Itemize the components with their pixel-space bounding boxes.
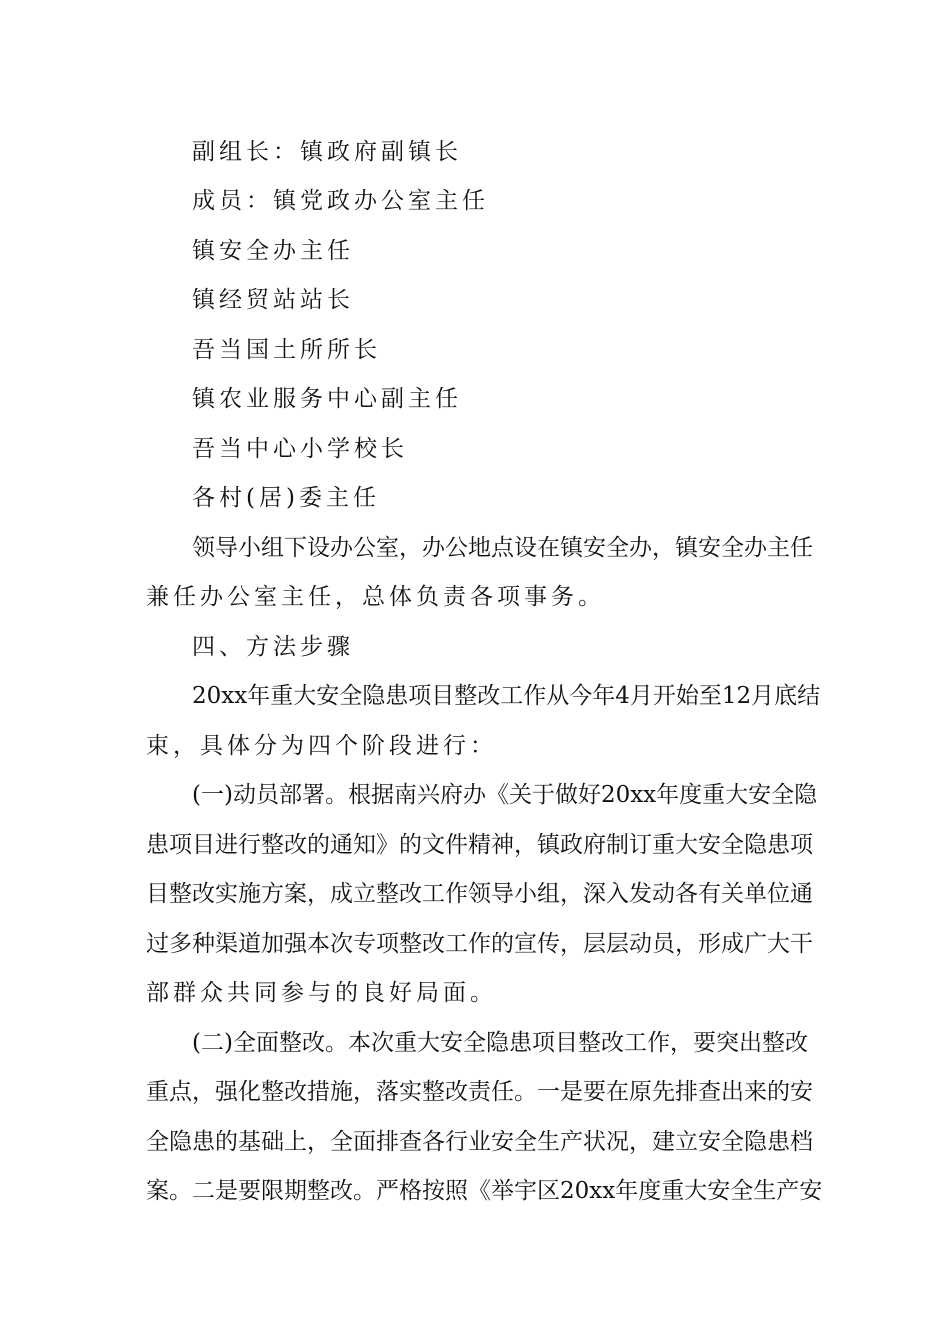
text-line: 兼任办公室主任，总体负责各项事务。: [146, 584, 605, 610]
text-line: 镇农业服务中心副主任: [192, 386, 462, 412]
text-line: 吾当中心小学校长: [192, 436, 408, 462]
text-line: 患项目进行整改的通知》的文件精神，镇政府制订重大安全隐患项: [146, 832, 813, 858]
text-line: 部群众共同参与的良好局面。: [146, 980, 497, 1006]
text-line: 全隐患的基础上，全面排查各行业安全生产状况，建立安全隐患档: [146, 1129, 813, 1155]
text-line: (一)动员部署。根据南兴府办《关于做好20xx年度重大安全隐: [192, 782, 818, 808]
text-line: 领导小组下设办公室，办公地点设在镇安全办，镇安全办主任: [192, 535, 813, 561]
text-line: 20xx年重大安全隐患项目整改工作从今年4月开始至12月底结: [192, 683, 821, 709]
text-line: (二)全面整改。本次重大安全隐患项目整改工作，要突出整改: [192, 1030, 808, 1056]
text-line: 重点，强化整改措施，落实整改责任。一是要在原先排查出来的安: [146, 1079, 813, 1105]
text-line: 过多种渠道加强本次专项整改工作的宣传，层层动员，形成广大干: [146, 931, 813, 957]
text-line: 成员：镇党政办公室主任: [192, 188, 489, 214]
text-line: 各村(居)委主任: [192, 485, 380, 511]
text-line: 镇安全办主任: [192, 238, 354, 264]
text-line: 案。二是要限期整改。严格按照《举宇区20xx年度重大安全生产安: [146, 1178, 823, 1204]
text-line: 目整改实施方案，成立整改工作领导小组，深入发动各有关单位通: [146, 881, 813, 907]
text-line: 吾当国土所所长: [192, 337, 381, 363]
text-line: 副组长：镇政府副镇长: [192, 139, 462, 165]
text-line: 束，具体分为四个阶段进行：: [146, 733, 497, 759]
text-line: 镇经贸站站长: [192, 287, 354, 313]
section-heading: 四、方法步骤: [192, 634, 354, 660]
